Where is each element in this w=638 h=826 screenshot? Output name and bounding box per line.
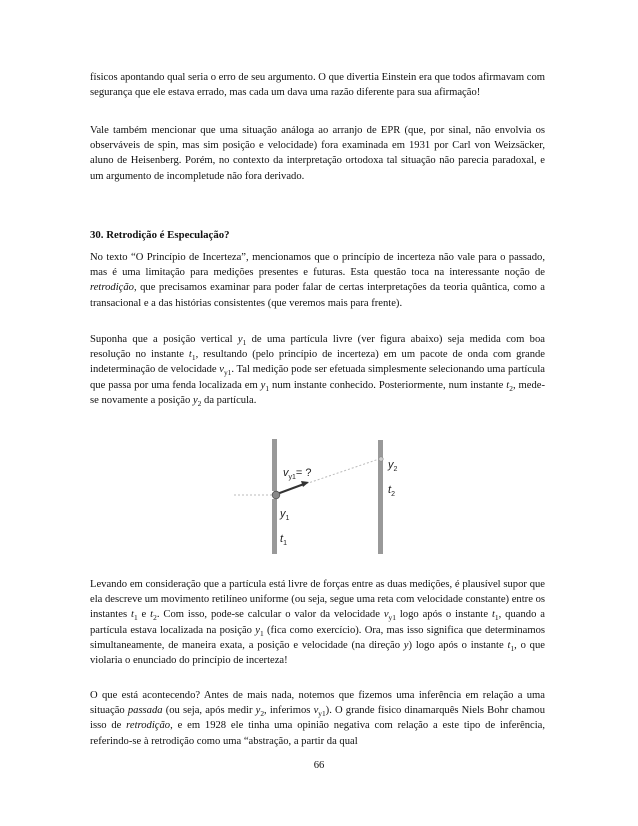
text-span: , inferimos xyxy=(264,705,314,717)
subscript: 1 xyxy=(259,628,264,638)
text-span: , mede-se novamente a posição xyxy=(90,379,546,406)
var-t: t xyxy=(491,609,495,621)
subscript: 2 xyxy=(509,383,513,393)
text-span: ). O grande físico dinamarquês Niels Bohr chamou isso de xyxy=(90,705,546,732)
subscript: 1 xyxy=(265,383,270,393)
first-screen-upper xyxy=(272,439,277,491)
emphasis-passada: passada xyxy=(127,705,163,717)
var-t: t xyxy=(507,639,511,651)
label-vy1-var: v xyxy=(283,467,289,479)
text-span: O que está acontecendo? Antes de mais nada, notemos que fizemos uma inferência em relação a uma situação xyxy=(90,690,545,717)
subscript: 1 xyxy=(133,613,138,623)
label-y2-sub: 2 xyxy=(393,466,398,473)
label-vy1-rest: = ? xyxy=(295,467,312,479)
label-y1-var: y xyxy=(280,508,286,520)
var-t: t xyxy=(130,609,134,621)
text-span: No texto “O Princípio de Incerteza”, mencionamos que o princípio de incerteza não vale para o passado, mas é uma limitação para medições presentes e futuras. Esta questão toca na interessante noção de xyxy=(90,252,545,279)
paragraph-particle-setup xyxy=(90,332,545,408)
label-t1 xyxy=(280,533,287,547)
text-span: ) logo após o instante xyxy=(408,639,508,651)
label-t2-sub: 2 xyxy=(391,491,395,498)
var-y: y xyxy=(260,379,266,391)
subscript: 2 xyxy=(197,398,202,408)
text-span: de uma partícula livre (ver figura abaixo) seja medida com boa resolução no instante xyxy=(90,334,545,361)
subscript: 1 xyxy=(494,613,499,623)
text-span: num instante conhecido. Posteriormente, num instante xyxy=(269,379,507,391)
var-y: y xyxy=(237,334,243,345)
text-span: , quando a partícula estava localizada na posição xyxy=(90,609,545,636)
text-span: , o que violaria o enunciado do princípio de incerteza! xyxy=(90,639,545,667)
paragraph-weizsacker xyxy=(90,123,545,184)
particle-at-y1 xyxy=(272,491,280,499)
var-t: t xyxy=(188,349,192,361)
text-span: , resultando (pelo princípio de incerteza) em um pacote de onda com grande indeterminação de velocidade xyxy=(90,349,545,376)
text-span: Suponha que a posição vertical xyxy=(90,334,238,345)
slit-diagram-svg xyxy=(232,436,408,556)
label-vy1-sub: y1 xyxy=(288,474,296,481)
subscript: 2 xyxy=(260,709,265,719)
var-y: y xyxy=(255,624,260,636)
slit-diagram xyxy=(232,436,408,556)
text-span: . Tal medição pode ser efetuada simplesmente selecionando uma partícula que passa por uma fenda localizada em xyxy=(90,364,545,391)
label-y2-var: y xyxy=(388,459,394,471)
first-screen-lower xyxy=(272,499,277,554)
subscript: y1 xyxy=(388,613,396,623)
var-v: v xyxy=(383,609,389,621)
var-t: t xyxy=(150,609,154,621)
subscript: 1 xyxy=(191,353,196,363)
text-span: logo após o instante xyxy=(395,609,492,621)
text-span: , e em 1928 ele tinha uma opinião negativa com relação a este tipo de inferência, referindo-se à retrodição como uma “abstração, a partir da qual xyxy=(90,720,545,747)
var-y: y xyxy=(192,394,198,406)
text-span: , que precisamos examinar para poder falar de certas interpretações da teoria quântica, como a transacional e a das histórias consistentes (que veremos mais para frente). xyxy=(90,282,545,309)
subscript: 2 xyxy=(153,613,157,623)
paragraph-text: Vale também mencionar que uma situação análoga ao arranjo de EPR (que, por sinal, não envolvia os observáveis de spin, mas sim posição e velocidade) fora examinada em 1931 por Carl von Weizsäcker, aluno de Heisenberg. Porém, no contexto da interpretação ortodoxa tal situação não parecia paradoxal, e um argumento de incompletude não fora derivado. xyxy=(90,125,545,182)
paragraph-bohr-retrodiction xyxy=(90,688,545,749)
text-span: Levando em consideração que a partícula está livre de forças entre as duas medições, é plausível supor que ela descreve um movimento retilíneo uniforme (ou seja, segue uma reta com velocidade constante) entre os instantes xyxy=(90,579,545,621)
label-y1-sub: 1 xyxy=(285,515,290,522)
page-number: 66 xyxy=(313,760,325,771)
label-t1-var: t xyxy=(280,533,284,545)
paragraph-einstein-arguments xyxy=(90,70,545,100)
velocity-arrow-shaft xyxy=(277,484,304,494)
subscript: 1 xyxy=(242,338,247,348)
var-y: y xyxy=(403,639,409,651)
subscript: 1 xyxy=(510,643,515,653)
label-t2 xyxy=(388,484,395,498)
var-y: y xyxy=(255,705,261,717)
text-span: (ou seja, após medir xyxy=(162,705,256,717)
emphasis-retrodicao: retrodição xyxy=(126,720,171,732)
var-t: t xyxy=(506,379,510,391)
text-span: . Com isso, pode-se calcular o valor da velocidade xyxy=(156,609,384,621)
paragraph-text: físicos apontando qual seria o erro de seu argumento. O que divertia Einstein era que todos afirmavam com segurança que ele estava errado, mas cada um dava uma razão diferente para sua afirmação! xyxy=(90,72,545,99)
label-vy1 xyxy=(283,467,312,481)
velocity-arrow-head xyxy=(301,481,309,487)
section-heading: 30. Retrodição é Especulação? xyxy=(90,229,230,241)
label-y1 xyxy=(279,508,290,522)
text-span: (fica como exercício). Ora, mas isso significa que determinamos simultaneamente, de maneira exata, a posição e velocidade (na direção xyxy=(90,624,546,651)
subscript: y1 xyxy=(223,368,232,378)
paragraph-retrodicao-intro xyxy=(90,250,545,311)
text-span: da partícula. xyxy=(201,394,257,406)
label-t1-sub: 1 xyxy=(283,540,287,547)
var-v: v xyxy=(219,364,224,376)
label-t2-var: t xyxy=(388,484,392,496)
subscript: y1 xyxy=(318,709,326,719)
emphasis-retrodicao: retrodição xyxy=(90,282,134,294)
text-span: e xyxy=(137,609,151,621)
particle-at-y2 xyxy=(379,457,383,461)
paragraph-uniform-motion xyxy=(90,577,545,668)
label-y2 xyxy=(387,459,398,473)
var-v: v xyxy=(313,705,319,717)
